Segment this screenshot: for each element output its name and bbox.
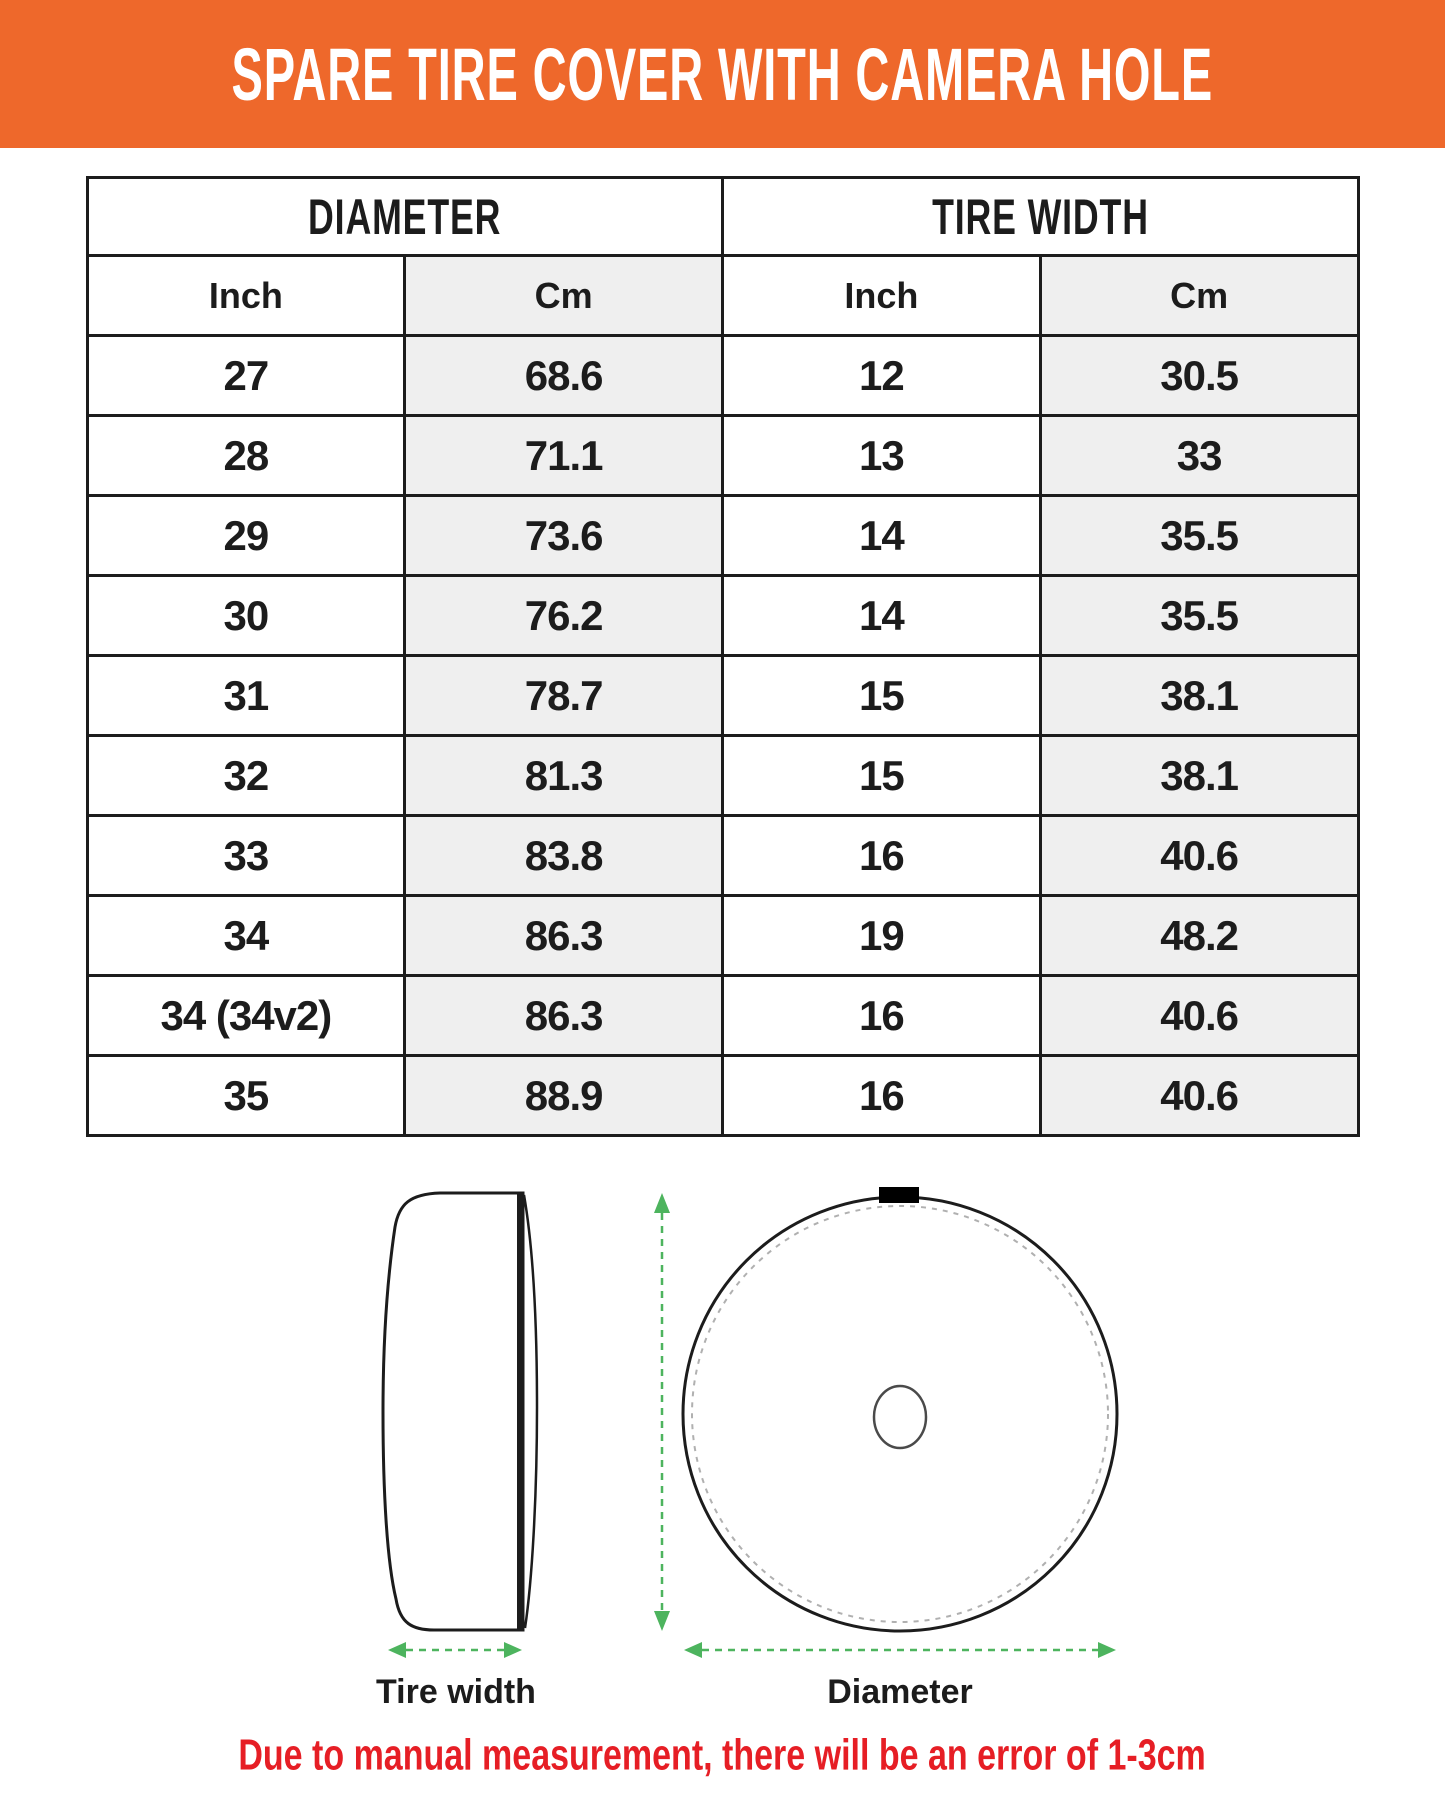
table-cell: 35.5 <box>1040 496 1358 576</box>
table-row <box>87 496 1358 576</box>
table-cell: 16 <box>723 976 1041 1056</box>
table-cell: 14 <box>723 496 1041 576</box>
table-cell: 78.7 <box>405 656 723 736</box>
table-cell: 14 <box>723 576 1041 656</box>
arrow-down-icon <box>654 1611 670 1631</box>
column-header-cm: Cm <box>405 256 723 336</box>
tire-front-view <box>683 1187 1117 1631</box>
arrow-left-icon <box>684 1642 702 1658</box>
size-table-body <box>87 336 1358 1136</box>
table-row <box>87 736 1358 816</box>
table-cell: 16 <box>723 1056 1041 1136</box>
center-camera-hole <box>874 1386 926 1448</box>
table-cell: 40.6 <box>1040 816 1358 896</box>
table-cell: 83.8 <box>405 816 723 896</box>
diameter-group-label: DIAMETER <box>308 187 502 245</box>
table-row <box>87 816 1358 896</box>
table-cell: 48.2 <box>1040 896 1358 976</box>
table-cell: 29 <box>87 496 405 576</box>
height-dimension-arrow <box>654 1193 670 1631</box>
arrow-up-icon <box>654 1193 670 1213</box>
table-cell: 16 <box>723 816 1041 896</box>
table-cell: 38.1 <box>1040 656 1358 736</box>
table-cell: 15 <box>723 656 1041 736</box>
table-cell: 40.6 <box>1040 976 1358 1056</box>
page-title: SPARE TIRE COVER WITH CAMERA HOLE <box>231 32 1214 116</box>
table-cell: 31 <box>87 656 405 736</box>
table-cell: 68.6 <box>405 336 723 416</box>
table-cell: 38.1 <box>1040 736 1358 816</box>
column-header-cm: Cm <box>1040 256 1358 336</box>
table-cell: 86.3 <box>405 976 723 1056</box>
measurement-note-text: Due to manual measurement, there will be an error of 1-3cm <box>238 1730 1207 1780</box>
table-cell: 34 (34v2) <box>87 976 405 1056</box>
title-banner <box>0 0 1445 148</box>
table-cell: 27 <box>87 336 405 416</box>
table-row <box>87 1056 1358 1136</box>
table-cell: 34 <box>87 896 405 976</box>
table-cell: 33 <box>87 816 405 896</box>
column-header-inch: Inch <box>723 256 1041 336</box>
table-cell: 40.6 <box>1040 1056 1358 1136</box>
table-cell: 35.5 <box>1040 576 1358 656</box>
table-row <box>87 656 1358 736</box>
table-row <box>87 976 1358 1056</box>
table-cell: 32 <box>87 736 405 816</box>
diameter-label: Diameter <box>827 1673 973 1711</box>
table-cell: 28 <box>87 416 405 496</box>
table-row <box>87 576 1358 656</box>
table-cell: 15 <box>723 736 1041 816</box>
table-cell: 88.9 <box>405 1056 723 1136</box>
size-chart-table <box>86 176 1360 1137</box>
tire-side-outer-bulge <box>524 1195 537 1628</box>
tire-side-view <box>383 1193 537 1630</box>
tire-width-label: Tire width <box>376 1673 536 1711</box>
table-column-header-row <box>87 256 1358 336</box>
tire-side-outline <box>383 1193 523 1630</box>
table-cell: 19 <box>723 896 1041 976</box>
table-row <box>87 336 1358 416</box>
table-cell: 76.2 <box>405 576 723 656</box>
table-cell: 30 <box>87 576 405 656</box>
table-row <box>87 416 1358 496</box>
table-cell: 30.5 <box>1040 336 1358 416</box>
table-row <box>87 896 1358 976</box>
arrow-right-icon <box>504 1642 522 1658</box>
table-cell: 81.3 <box>405 736 723 816</box>
table-cell: 73.6 <box>405 496 723 576</box>
table-cell: 35 <box>87 1056 405 1136</box>
tire-width-group-header <box>723 178 1359 256</box>
table-cell: 33 <box>1040 416 1358 496</box>
table-cell: 86.3 <box>405 896 723 976</box>
table-group-header-row <box>87 178 1358 256</box>
measurement-note <box>0 1730 1445 1780</box>
tire-width-group-label: TIRE WIDTH <box>931 187 1149 245</box>
table-cell: 71.1 <box>405 416 723 496</box>
diameter-group-header <box>87 178 723 256</box>
tire-cover-diagram <box>0 1137 1445 1727</box>
table-cell: 13 <box>723 416 1041 496</box>
tire-width-dimension-arrow <box>388 1642 522 1658</box>
arrow-left-icon <box>388 1642 406 1658</box>
arrow-right-icon <box>1098 1642 1116 1658</box>
diameter-dimension-arrow <box>684 1642 1116 1658</box>
column-header-inch: Inch <box>87 256 405 336</box>
camera-hole-marker <box>879 1187 919 1203</box>
table-cell: 12 <box>723 336 1041 416</box>
